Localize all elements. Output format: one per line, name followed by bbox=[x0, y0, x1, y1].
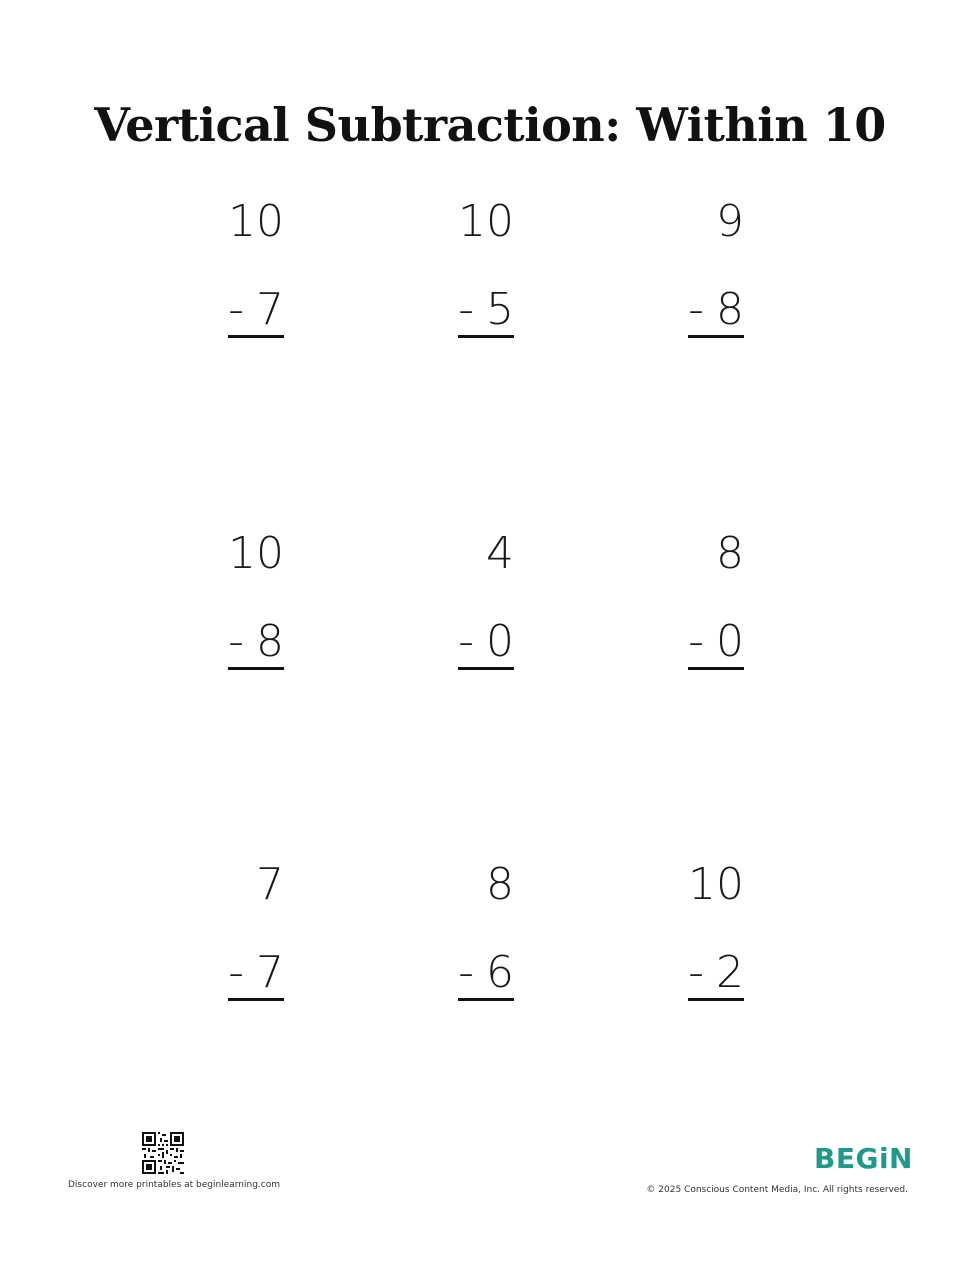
subtrahend-row bbox=[458, 617, 514, 670]
minuend: 10 bbox=[228, 196, 284, 247]
discover-link[interactable]: Discover more printables at beginlearning.com bbox=[68, 1180, 281, 1190]
subtrahend: 8 bbox=[716, 284, 744, 335]
subtrahend: 0 bbox=[716, 616, 744, 667]
problem-2 bbox=[404, 197, 514, 347]
minuend: 10 bbox=[458, 196, 514, 247]
minuend: 7 bbox=[256, 859, 284, 910]
minus-sign: - bbox=[228, 947, 244, 998]
subtrahend-row bbox=[688, 285, 744, 338]
minus-sign: - bbox=[458, 947, 474, 998]
minuend: 9 bbox=[716, 196, 744, 247]
problem-4 bbox=[174, 529, 284, 679]
minus-sign: - bbox=[688, 616, 704, 667]
subtrahend-row bbox=[458, 285, 514, 338]
minus-sign: - bbox=[688, 947, 704, 998]
subtrahend: 2 bbox=[716, 947, 744, 998]
problem-7 bbox=[174, 860, 284, 1010]
minus-sign: - bbox=[228, 284, 244, 335]
problem-5 bbox=[404, 529, 514, 679]
minus-sign: - bbox=[458, 616, 474, 667]
minus-sign: - bbox=[458, 284, 474, 335]
problem-1 bbox=[174, 197, 284, 347]
problem-9 bbox=[634, 860, 744, 1010]
subtrahend: 7 bbox=[256, 947, 284, 998]
subtrahend: 5 bbox=[486, 284, 514, 335]
minuend: 4 bbox=[486, 528, 514, 579]
subtrahend: 8 bbox=[256, 616, 284, 667]
minuend: 10 bbox=[228, 528, 284, 579]
worksheet-title: Vertical Subtraction: Within 10 bbox=[94, 98, 886, 152]
subtrahend: 7 bbox=[256, 284, 284, 335]
minus-sign: - bbox=[228, 616, 244, 667]
minuend: 8 bbox=[486, 859, 514, 910]
subtrahend: 6 bbox=[486, 947, 514, 998]
qr-code-icon[interactable] bbox=[142, 1132, 184, 1174]
problem-3 bbox=[634, 197, 744, 347]
subtrahend-row bbox=[228, 617, 284, 670]
minuend: 8 bbox=[716, 528, 744, 579]
subtrahend-row bbox=[228, 948, 284, 1001]
minus-sign: - bbox=[688, 284, 704, 335]
begin-logo: BEGiN bbox=[814, 1142, 913, 1175]
subtrahend-row bbox=[228, 285, 284, 338]
subtrahend: 0 bbox=[486, 616, 514, 667]
subtrahend-row bbox=[458, 948, 514, 1001]
subtrahend-row bbox=[688, 948, 744, 1001]
copyright-notice: © 2025 Conscious Content Media, Inc. All rights reserved. bbox=[646, 1185, 908, 1195]
problem-8 bbox=[404, 860, 514, 1010]
subtrahend-row bbox=[688, 617, 744, 670]
problem-6 bbox=[634, 529, 744, 679]
minuend: 10 bbox=[688, 859, 744, 910]
